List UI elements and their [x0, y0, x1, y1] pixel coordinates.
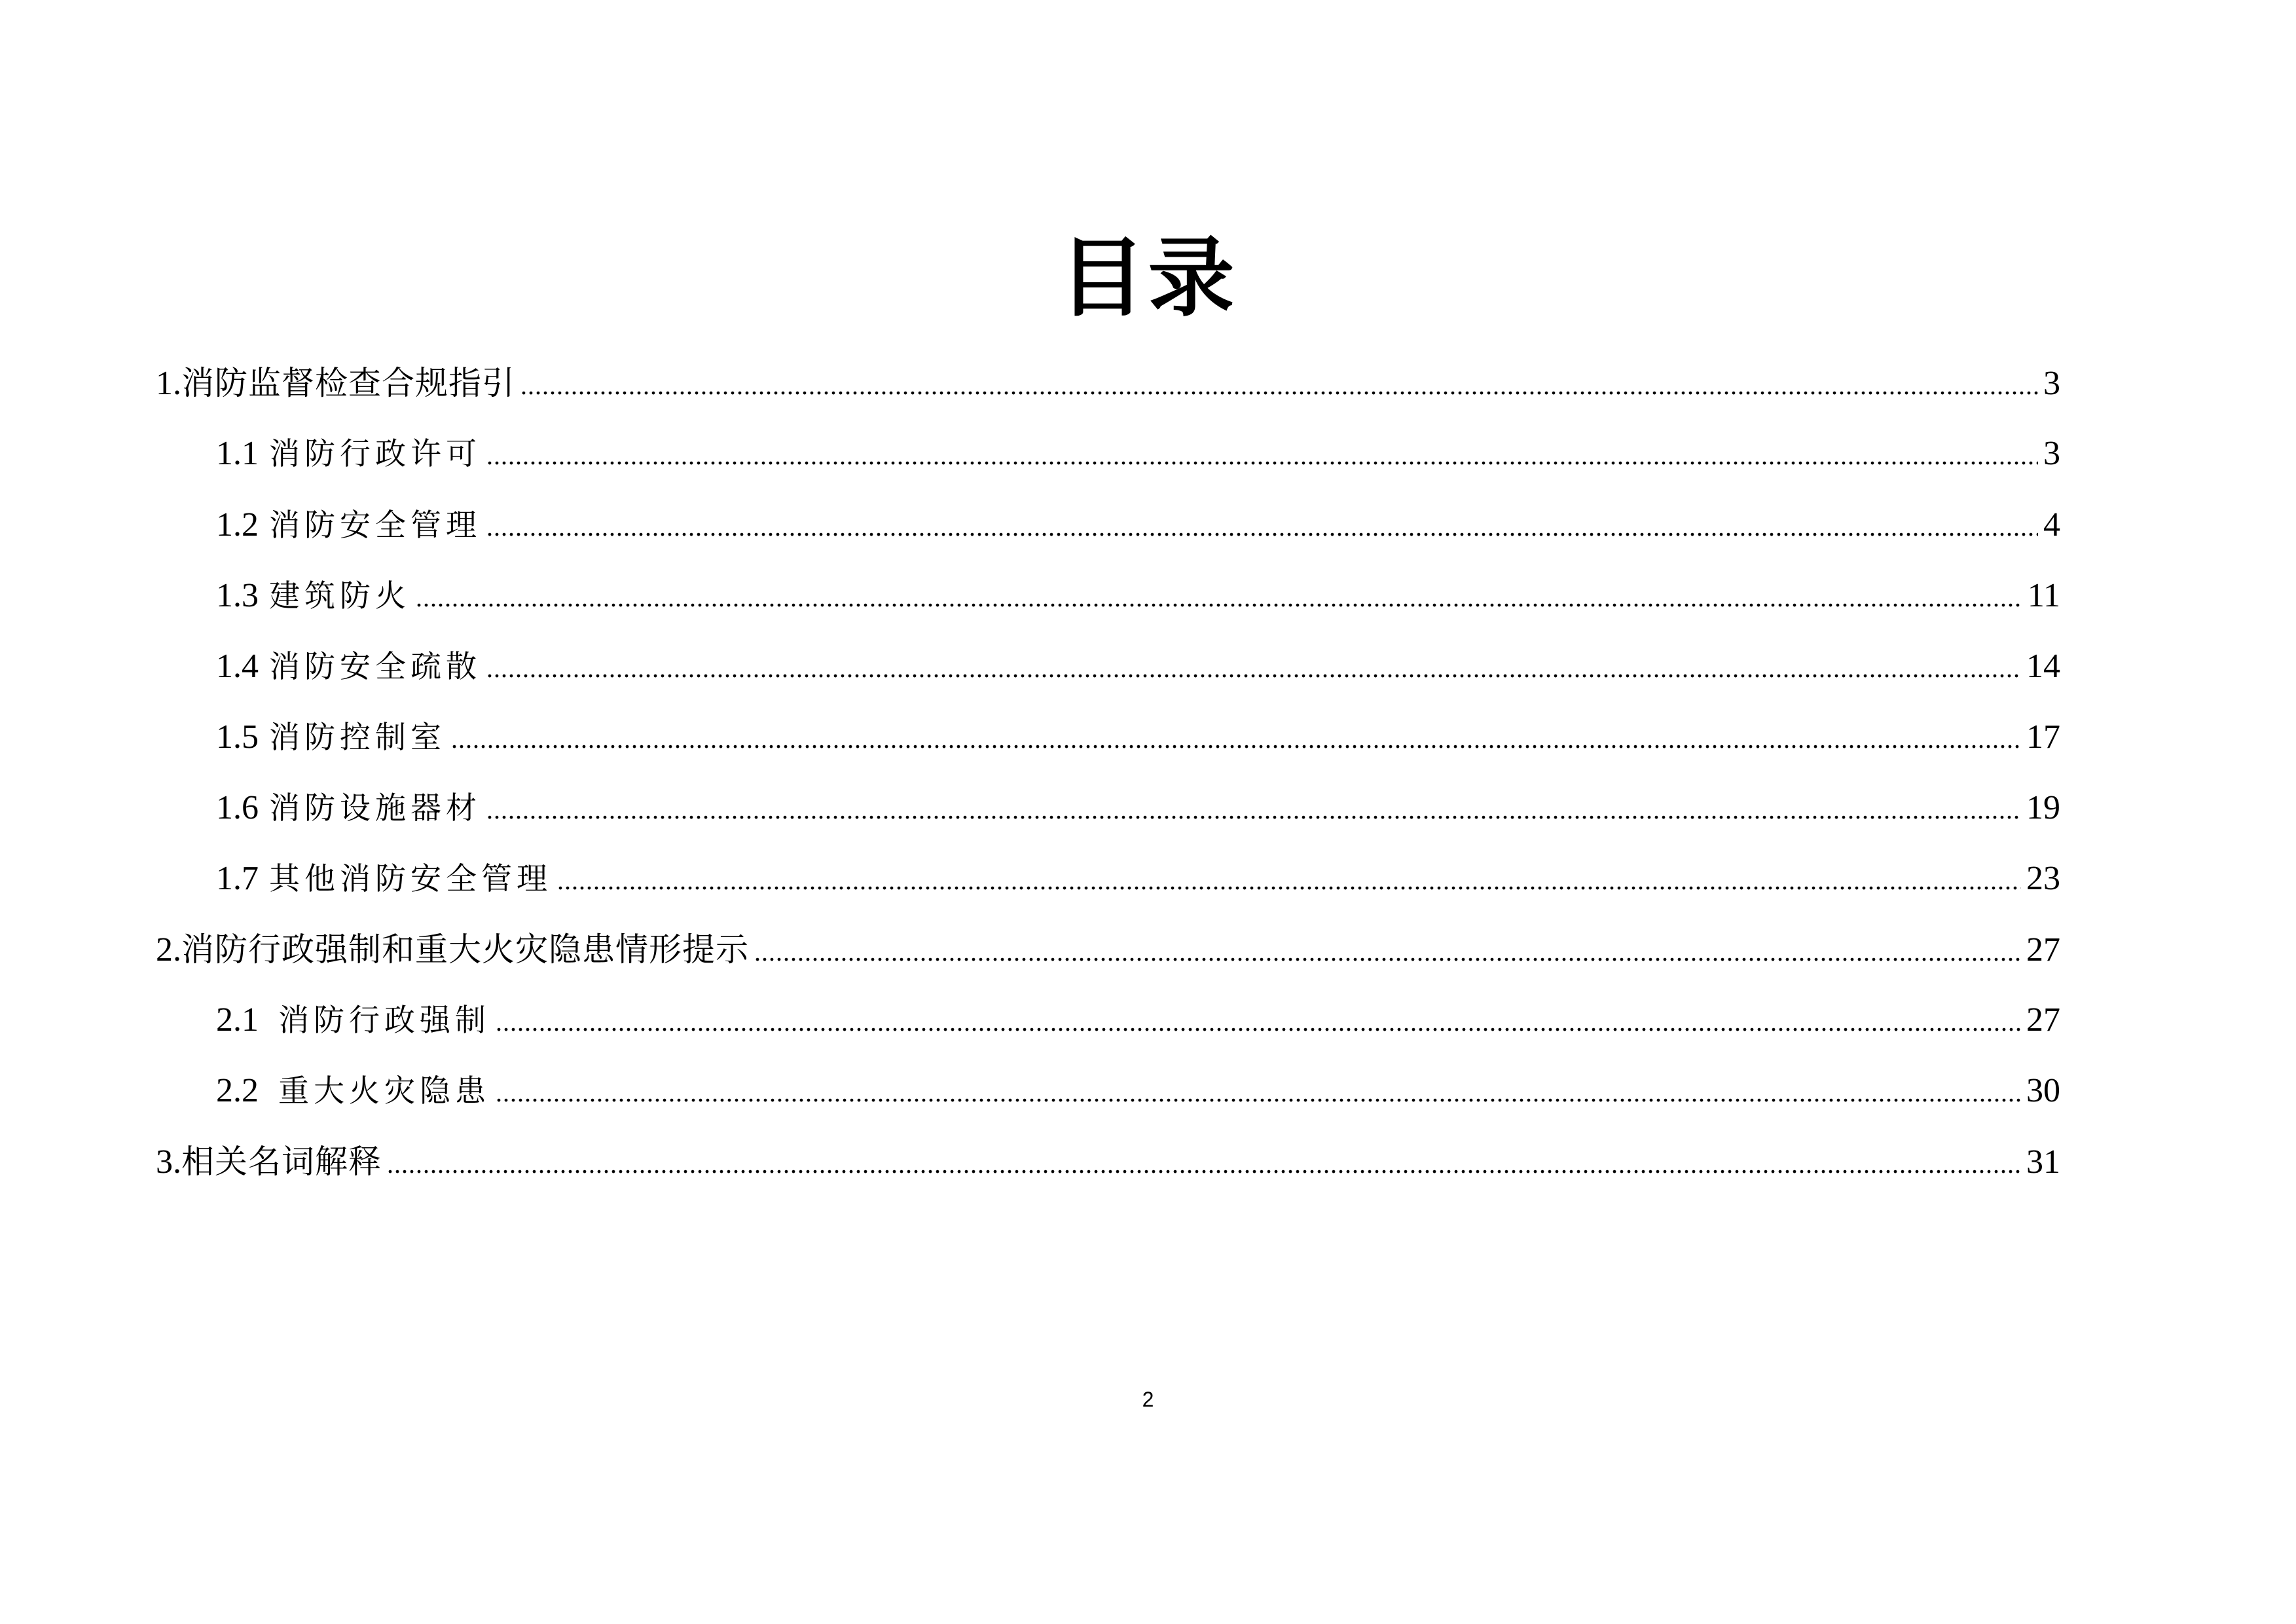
page-number: 2: [1142, 1388, 1154, 1411]
toc-entry-page: 31: [2026, 1143, 2060, 1181]
toc-dot-leader: [451, 713, 2021, 766]
toc-dot-leader: [486, 784, 2021, 836]
toc-entry-1[interactable]: [156, 357, 2060, 409]
toc-entry-label: 消防监督检查合规指引: [181, 364, 515, 402]
toc-entry-number: 1.3: [216, 577, 259, 614]
toc-entry-label: 重大火灾隐患: [278, 1073, 490, 1109]
toc-entry-page: 17: [2026, 718, 2060, 756]
toc-entry-label: 其他消防安全管理: [269, 861, 552, 897]
toc-dot-leader: [496, 996, 2021, 1048]
toc-entry-1-7[interactable]: [216, 853, 2060, 905]
toc-entry-2-1[interactable]: [216, 994, 2060, 1046]
toc-entry-number: 1.: [156, 365, 181, 402]
toc-dot-leader: [486, 501, 2038, 553]
toc-dot-leader: [416, 572, 2022, 624]
toc-entry-number: 2.2: [216, 1072, 259, 1109]
toc-entry-label: 相关名词解释: [181, 1143, 382, 1181]
toc-dot-leader: [520, 360, 2038, 412]
toc-entry-1-1[interactable]: [216, 428, 2060, 480]
toc-entry-number: 1.5: [216, 718, 259, 756]
toc-entry-page: 11: [2027, 577, 2060, 614]
toc-entry-page: 4: [2043, 506, 2060, 544]
toc-dot-leader: [486, 642, 2021, 695]
toc-entry-number: 1.7: [216, 860, 259, 897]
toc-title: 目录: [1059, 228, 1237, 329]
toc-entry-page: 14: [2026, 648, 2060, 685]
toc-entry-page: 27: [2026, 931, 2060, 969]
toc-entry-label: 建筑防火: [269, 578, 410, 614]
toc-entry-1-2[interactable]: [216, 499, 2060, 551]
toc-entry-3[interactable]: [156, 1135, 2060, 1188]
toc-entry-page: 27: [2026, 1001, 2060, 1039]
toc-entry-page: 3: [2043, 365, 2060, 402]
toc-entry-number: 3.: [156, 1143, 181, 1181]
toc-entry-page: 3: [2043, 435, 2060, 472]
toc-entry-label: 消防控制室: [269, 720, 446, 756]
toc-entry-label: 消防行政强制和重大火灾隐患情形提示: [181, 931, 749, 969]
toc-entry-page: 19: [2026, 789, 2060, 826]
toc-dot-leader: [557, 855, 2021, 907]
toc-entry-page: 23: [2026, 860, 2060, 897]
toc-entry-label: 消防行政许可: [269, 436, 481, 472]
toc-dot-leader: [496, 1067, 2021, 1119]
toc-entry-1-3[interactable]: [216, 570, 2060, 622]
toc-entry-1-5[interactable]: [216, 711, 2060, 764]
toc-entry-label: 消防安全疏散: [269, 649, 481, 685]
toc-entry-2[interactable]: [156, 923, 2060, 976]
toc-entry-number: 2.: [156, 931, 181, 969]
toc-entry-number: 1.4: [216, 648, 259, 685]
toc-dot-leader: [486, 430, 2038, 482]
toc-entry-1-4[interactable]: [216, 640, 2060, 693]
toc-entry-label: 消防行政强制: [278, 1003, 490, 1039]
toc-entry-number: 1.1: [216, 435, 259, 472]
toc-entry-number: 1.2: [216, 506, 259, 544]
toc-entry-label: 消防设施器材: [269, 790, 481, 826]
toc-entry-2-2[interactable]: [216, 1065, 2060, 1117]
toc-entry-page: 30: [2026, 1072, 2060, 1109]
toc-entry-number: 2.1: [216, 1001, 259, 1039]
toc-entry-number: 1.6: [216, 789, 259, 826]
toc-entry-label: 消防安全管理: [269, 507, 481, 544]
toc-dot-leader: [387, 1138, 2021, 1190]
toc-dot-leader: [754, 926, 2021, 978]
toc-entry-1-6[interactable]: [216, 782, 2060, 834]
